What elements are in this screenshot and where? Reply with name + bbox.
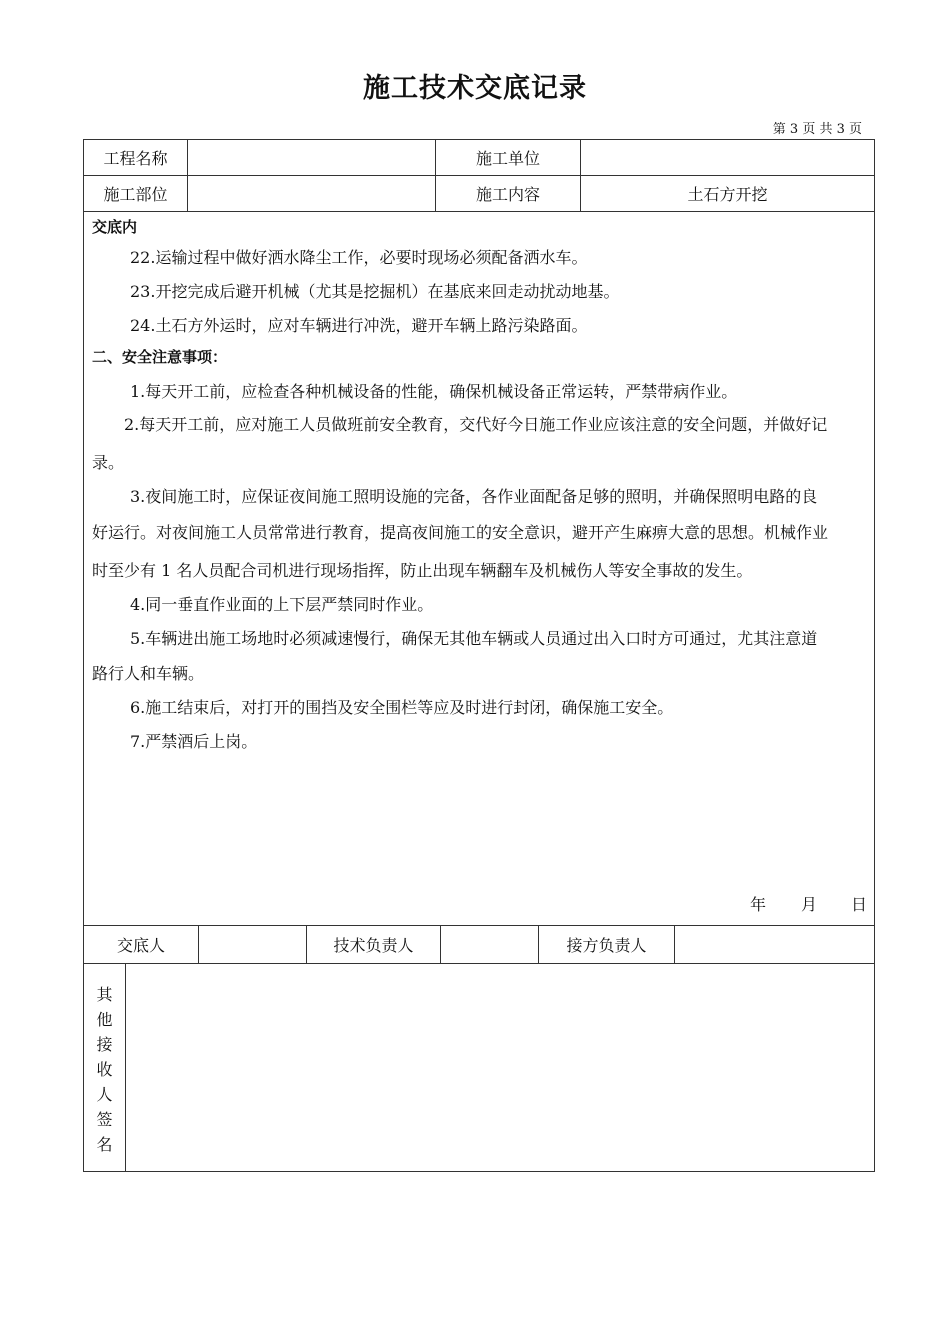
date-day: 日 [851, 895, 868, 914]
document-title: 施工技术交底记录 [363, 73, 587, 104]
disclosure-line: 录。 [92, 453, 125, 472]
project-name-label: 工程名称 [103, 149, 168, 168]
project-name-field[interactable] [188, 140, 435, 175]
tech-lead-label: 技术负责人 [333, 936, 414, 955]
construction-unit-field[interactable] [581, 140, 874, 175]
disclosure-line: 23.开挖完成后避开机械（尤其是挖掘机）在基底来回走动扰动地基。 [130, 282, 620, 301]
date-year: 年 [750, 895, 767, 914]
receiver-lead-label: 接方负责人 [566, 936, 647, 955]
disclosure-line: 1.每天开工前，应检查各种机械设备的性能，确保机械设备正常运转，严禁带病作业。 [130, 382, 738, 401]
construction-unit-label: 施工单位 [475, 149, 540, 168]
disclosure-line: 2.每天开工前，应对施工人员做班前安全教育，交代好今日施工作业应该注意的安全问题，并做好记 [124, 415, 828, 434]
disclosure-line: 3.夜间施工时，应保证夜间施工照明设施的完备，各作业面配备足够的照明，并确保照明电路的良 [130, 487, 818, 506]
disclosure-line: 24.土石方外运时，应对车辆进行冲洗，避开车辆上路污染路面。 [130, 316, 588, 335]
disclosure-line: 好运行。对夜间施工人员常常进行教育，提高夜间施工的安全意识，避开产生麻痹大意的思想。机械作业 [92, 523, 829, 542]
construction-content-field[interactable]: 土石方开挖 [687, 185, 768, 204]
date-month: 月 [801, 895, 818, 914]
construction-part-field[interactable] [188, 176, 435, 211]
construction-content-label: 施工内容 [475, 185, 540, 204]
row-divider [83, 211, 875, 212]
page-info: 第 3 页 共 3 页 [772, 122, 862, 137]
disclosure-line: 4.同一垂直作业面的上下层严禁同时作业。 [130, 595, 434, 614]
other-receivers-label: 其 他 接 收 人 签 名 [96, 985, 113, 1154]
disclosure-line: 5.车辆进出施工场地时必须减速慢行，确保无其他车辆或人员通过出入口时方可通过，尤其注意道 [130, 629, 818, 648]
disclosure-line: 7.严禁酒后上岗。 [130, 732, 258, 751]
tech-lead-signature-field[interactable] [441, 926, 538, 963]
construction-part-label: 施工部位 [103, 185, 168, 204]
receiver-lead-signature-field[interactable] [675, 926, 874, 963]
other-receivers-signature-field[interactable] [126, 964, 874, 1171]
section-heading: 二、安全注意事项： [92, 348, 228, 366]
disclosure-line: 22.运输过程中做好洒水降尘工作，必要时现场必须配备洒水车。 [130, 248, 588, 267]
disclosure-line: 时至少有 1 名人员配合司机进行现场指挥，防止出现车辆翻车及机械伤人等安全事故的发生。 [92, 561, 753, 580]
discloser-signature-field[interactable] [199, 926, 306, 963]
disclosure-line: 6.施工结束后，对打开的围挡及安全围栏等应及时进行封闭，确保施工安全。 [130, 698, 674, 717]
discloser-label: 交底人 [116, 936, 165, 955]
section-label: 交底内 [92, 218, 138, 236]
disclosure-line: 路行人和车辆。 [92, 664, 205, 683]
